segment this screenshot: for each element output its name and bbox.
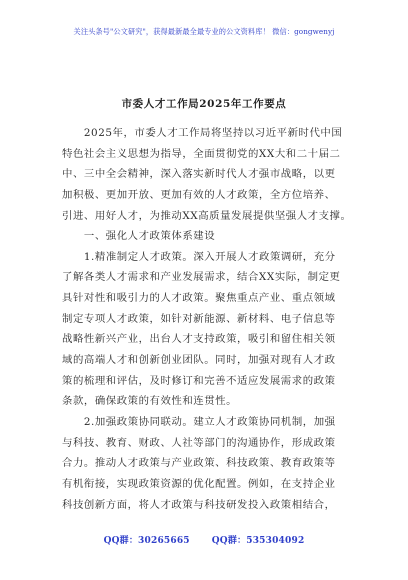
text-line: 制定专项人才政策，如针对新能源、新材料、电子信息等 <box>62 312 336 325</box>
text-line: 策的梳理和评估，及时修订和完善不适应发展需求的政策 <box>62 374 336 387</box>
promo-banner: 关注头条号"公文研究"，获得最新最全最专业的公文资料库！ 微信：gongwenyj <box>73 27 335 36</box>
text-line: 特色社会主义思想为指导，全面贯彻党的XX大和二十届二 <box>62 147 341 160</box>
footer-contact <box>0 533 408 546</box>
text-line: 域的高端人才和创新创业团队。同时，加强对现有人才政 <box>62 354 336 367</box>
text-line: 条款，确保政策的有效性和连贯性。 <box>62 395 238 408</box>
text-line: 科技创新方面，将人才政策与科技研发投入政策相结合， <box>62 498 336 511</box>
qq-group-2: QQ群：535304092 <box>211 536 305 546</box>
qq-group-1: QQ群：30265665 <box>103 536 190 546</box>
text-line: 有机衔接，实现政策资源的优化配置。例如，在支持企业 <box>62 477 336 490</box>
text-line: 加积极、更加开放、更加有效的人才政策，全方位培养、 <box>62 188 336 201</box>
text-line: 1.精准制定人才政策。深入开展人才政策调研，充分 <box>62 250 336 263</box>
text-line: 2025年，市委人才工作局将坚持以习近平新时代中国 <box>62 127 343 139</box>
document-body <box>62 123 362 515</box>
text-line: 合力。推动人才政策与产业政策、科技政策、教育政策等 <box>62 457 336 470</box>
text-line: 战略性新兴产业，出台人才支持政策，吸引和留住相关领 <box>62 333 336 346</box>
document-title: 市委人才工作局2025年工作要点 <box>121 98 287 110</box>
text-line: 具针对性和吸引力的人才政策。聚焦重点产业、重点领域 <box>62 292 336 305</box>
text-line: 与科技、教育、财政、人社等部门的沟通协作，形成政策 <box>62 436 336 449</box>
text-line: 中、三中全会精神，深入落实新时代人才强市战略，以更 <box>62 168 336 181</box>
text-line: 了解各类人才需求和产业发展需求，结合XX实际，制定更 <box>62 271 341 284</box>
text-line: 引进、用好人才，为推动XX高质量发展提供坚强人才支撑。 <box>62 209 352 222</box>
text-line: 2.加强政策协同联动。建立人才政策协同机制，加强 <box>62 415 336 428</box>
section-heading: 一、强化人才政策体系建设 <box>62 230 216 243</box>
